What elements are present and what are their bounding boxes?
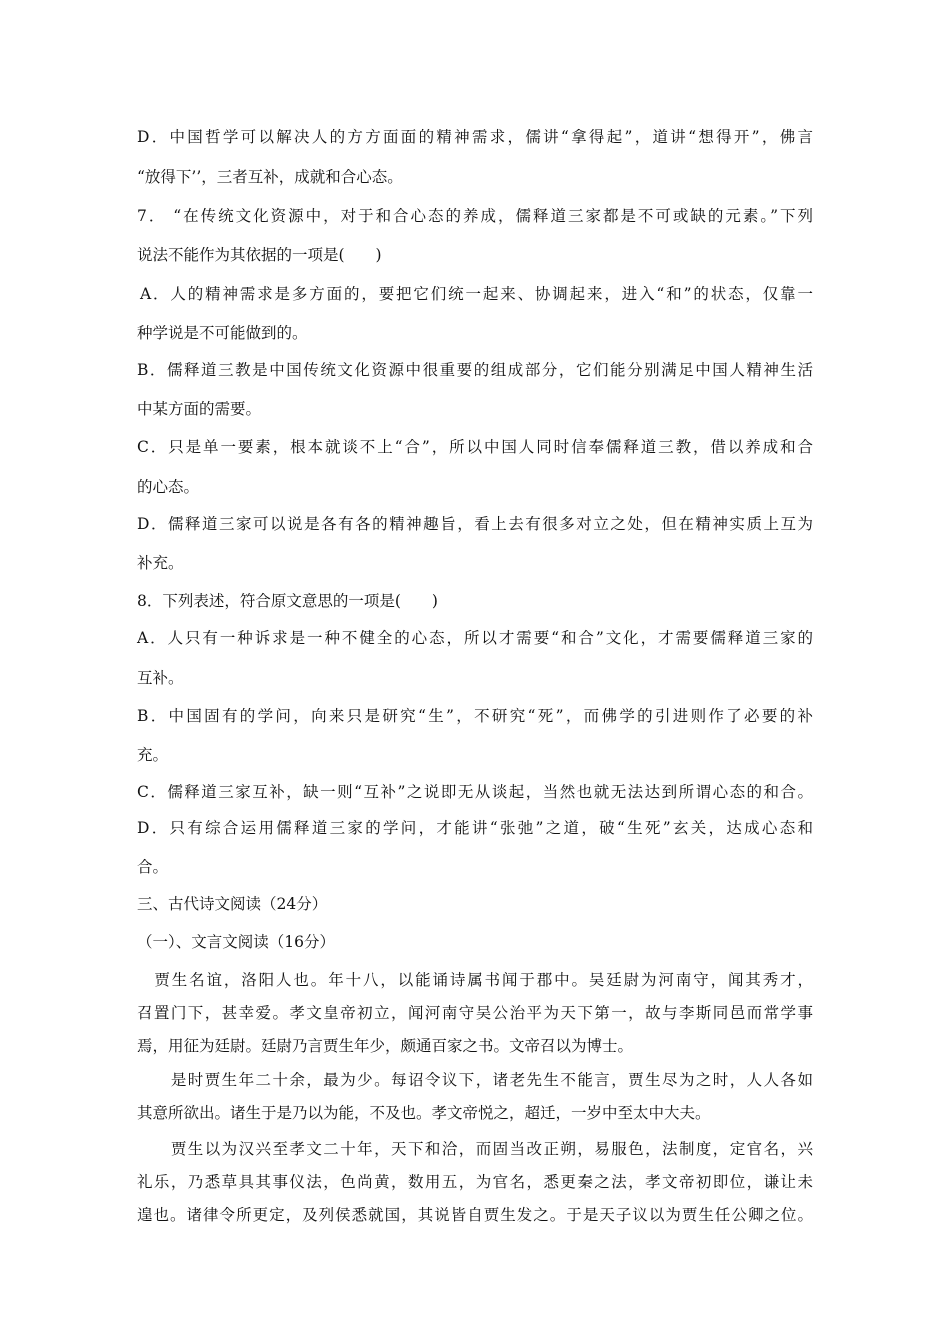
option-6d-line-1: D．中国哲学可以解决人的方方面面的精神需求，儒讲“拿得起”，道讲“想得开”，佛言 xyxy=(137,128,813,146)
option-7a-line-1: A．人的精神需求是多方面的，要把它们统一起来、协调起来，进入“和”的状态，仅靠一 xyxy=(140,285,813,303)
option-8a-line-2: 互补。 xyxy=(137,669,184,687)
question-8: 8．下列表述，符合原文意思的一项是( ) xyxy=(137,592,438,610)
option-8c: C．儒释道三家互补，缺一则“互补”之说即无从谈起，当然也就无法达到所谓心态的和合。 xyxy=(137,783,813,801)
option-7d-line-2: 补充。 xyxy=(137,554,184,572)
option-6d-line-2: “放得下’’，三者互补，成就和合心态。 xyxy=(137,168,403,186)
option-8b-line-2: 充。 xyxy=(137,746,169,764)
option-7b-line-1: B．儒释道三教是中国传统文化资源中很重要的组成部分，它们能分别满足中国人精神生活 xyxy=(137,361,813,379)
passage-p1-line-2: 召置门下，甚幸爱。孝文皇帝初立，闻河南守吴公治平为天下第一，故与李斯同邑而常学事 xyxy=(137,1004,813,1022)
passage-p2-line-1: 是时贾生年二十余，最为少。每诏令议下，诸老先生不能言，贾生尽为之时，人人各如 xyxy=(137,1071,813,1089)
passage-p3-line-1: 贾生以为汉兴至孝文二十年，天下和洽，而固当改正朔，易服色，法制度，定官名，兴 xyxy=(137,1140,813,1158)
option-7c-line-1: C．只是单一要素，根本就谈不上“合”，所以中国人同时信奉儒释道三教，借以养成和合 xyxy=(137,438,813,456)
passage-p1-line-1: 贾生名谊，洛阳人也。年十八，以能诵诗属书闻于郡中。吴廷尉为河南守，闻其秀才， xyxy=(137,971,813,989)
passage-p3-line-2: 礼乐，乃悉草具其事仪法，色尚黄，数用五，为官名，悉更秦之法，孝文帝初即位，谦让未 xyxy=(137,1173,813,1191)
option-7a-line-2: 种学说是不可能做到的。 xyxy=(137,324,308,342)
option-8b-line-1: B．中国固有的学问，向来只是研究“生”，不研究“死”，而佛学的引进则作了必要的补 xyxy=(137,707,813,725)
passage-p1-line-3: 焉，用征为廷尉。廷尉乃言贾生年少，颇通百家之书。文帝召以为博士。 xyxy=(137,1037,634,1055)
option-8a-line-1: A．人只有一种诉求是一种不健全的心态，所以才需要“和合”文化，才需要儒释道三家的 xyxy=(137,629,813,647)
option-8d-line-2: 合。 xyxy=(137,858,169,876)
option-7d-line-1: D．儒释道三家可以说是各有各的精神趣旨，看上去有很多对立之处，但在精神实质上互为 xyxy=(137,515,813,533)
question-7-line-1: 7． “在传统文化资源中，对于和合心态的养成，儒释道三家都是不可或缺的元素。”下列 xyxy=(137,207,813,225)
section-3-1-heading: （一）、文言文阅读（16分） xyxy=(137,933,335,951)
question-7-line-2: 说法不能作为其依据的一项是( ) xyxy=(137,246,382,264)
section-3-heading: 三、古代诗文阅读（24分） xyxy=(137,895,328,913)
option-8d-line-1: D．只有综合运用儒释道三家的学问，才能讲“张弛”之道，破“生死”玄关，达成心态和 xyxy=(137,819,813,837)
option-7b-line-2: 中某方面的需要。 xyxy=(137,400,262,418)
passage-p3-line-3: 遑也。诸律令所更定，及列侯悉就国，其说皆自贾生发之。于是天子议以为贾生任公卿之位。 xyxy=(137,1206,813,1224)
option-7c-line-2: 的心态。 xyxy=(137,478,200,496)
passage-p2-line-2: 其意所欲出。诸生于是乃以为能，不及也。孝文帝悦之，超迁，一岁中至太中大夫。 xyxy=(137,1104,711,1122)
